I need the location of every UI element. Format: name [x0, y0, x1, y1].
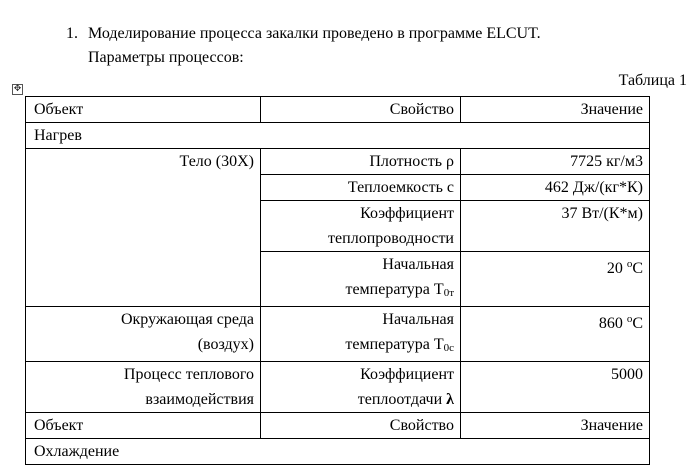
- conductivity-label-line-2: теплопроводности: [328, 230, 454, 247]
- initial-temperature-value: [461, 252, 650, 307]
- env-temp-subscript: 0с: [443, 342, 454, 354]
- env-temperature-label: [261, 307, 461, 362]
- header2-object: Объект: [26, 413, 261, 439]
- env-temp-label-line-1: Начальная: [382, 311, 454, 328]
- table-row: [26, 362, 650, 413]
- text-cursor: [649, 97, 650, 119]
- object-process-cell: [26, 362, 261, 413]
- process-object-line-2: взаимодействия: [145, 391, 254, 408]
- initial-temp-degree: о: [626, 258, 633, 270]
- table-row: [26, 149, 650, 175]
- initial-temp-label-line-1: Начальная: [382, 256, 454, 273]
- initial-temperature-label: [261, 252, 461, 307]
- list-number: 1.: [66, 25, 78, 42]
- process-object-line-1: Процесс теплового: [123, 366, 254, 383]
- heading-line-1: Моделирование процесса закалки проведено в программе ELCUT.: [88, 25, 541, 42]
- object-body-cell: Тело (30Х): [26, 149, 261, 307]
- object-environment-cell: [26, 307, 261, 362]
- table-move-handle-icon[interactable]: ✥: [13, 84, 22, 94]
- env-temp-number: 860: [598, 315, 627, 332]
- transfer-symbol: λ: [446, 391, 454, 408]
- conductivity-value: 37 Вт/(К*м): [461, 201, 650, 252]
- table-caption: Таблица 1: [618, 72, 687, 89]
- initial-temp-subscript: 0т: [443, 287, 454, 299]
- table-row: [26, 307, 650, 362]
- table-header-row-2: [26, 413, 650, 439]
- header2-value: Значение: [461, 413, 650, 439]
- heat-transfer-value: 5000: [461, 362, 650, 413]
- conductivity-label: [261, 201, 461, 252]
- heat-capacity-value: 462 Дж/(кг*К): [461, 175, 650, 201]
- env-temp-degree: о: [626, 313, 633, 325]
- env-object-line-1: Окружающая среда: [120, 311, 254, 328]
- env-temperature-value: [461, 307, 650, 362]
- heat-transfer-label: [261, 362, 461, 413]
- transfer-label-line-1: Коэффициент: [360, 366, 454, 383]
- section-cooling-label: Охлаждение: [26, 439, 650, 465]
- density-value: 7725 кг/м3: [461, 149, 650, 175]
- initial-temp-label-line-2: температура T: [345, 281, 444, 298]
- env-temp-label-line-2: температура T: [345, 336, 444, 353]
- initial-temp-unit: С: [632, 260, 643, 277]
- table-header-row: [26, 97, 650, 123]
- conductivity-label-line-1: Коэффициент: [360, 205, 454, 222]
- heat-capacity-label: Теплоемкость с: [261, 175, 461, 201]
- env-temp-unit: С: [632, 315, 643, 332]
- density-label: Плотность ρ: [261, 149, 461, 175]
- heading-line-2: Параметры процессов:: [88, 49, 244, 66]
- section-row-heating: [26, 123, 650, 149]
- header2-property: Свойство: [261, 413, 461, 439]
- initial-temp-number: 20: [606, 260, 627, 277]
- env-object-line-2: (воздух): [197, 336, 254, 353]
- transfer-label-line-2: теплоотдачи: [357, 391, 447, 408]
- header-value: Значение: [461, 97, 650, 123]
- section-heating-label: Нагрев: [26, 123, 650, 149]
- header-object: Объект: [26, 97, 261, 123]
- parameters-table: [25, 96, 650, 465]
- section-row-cooling: [26, 439, 650, 465]
- header-property: Свойство: [261, 97, 461, 123]
